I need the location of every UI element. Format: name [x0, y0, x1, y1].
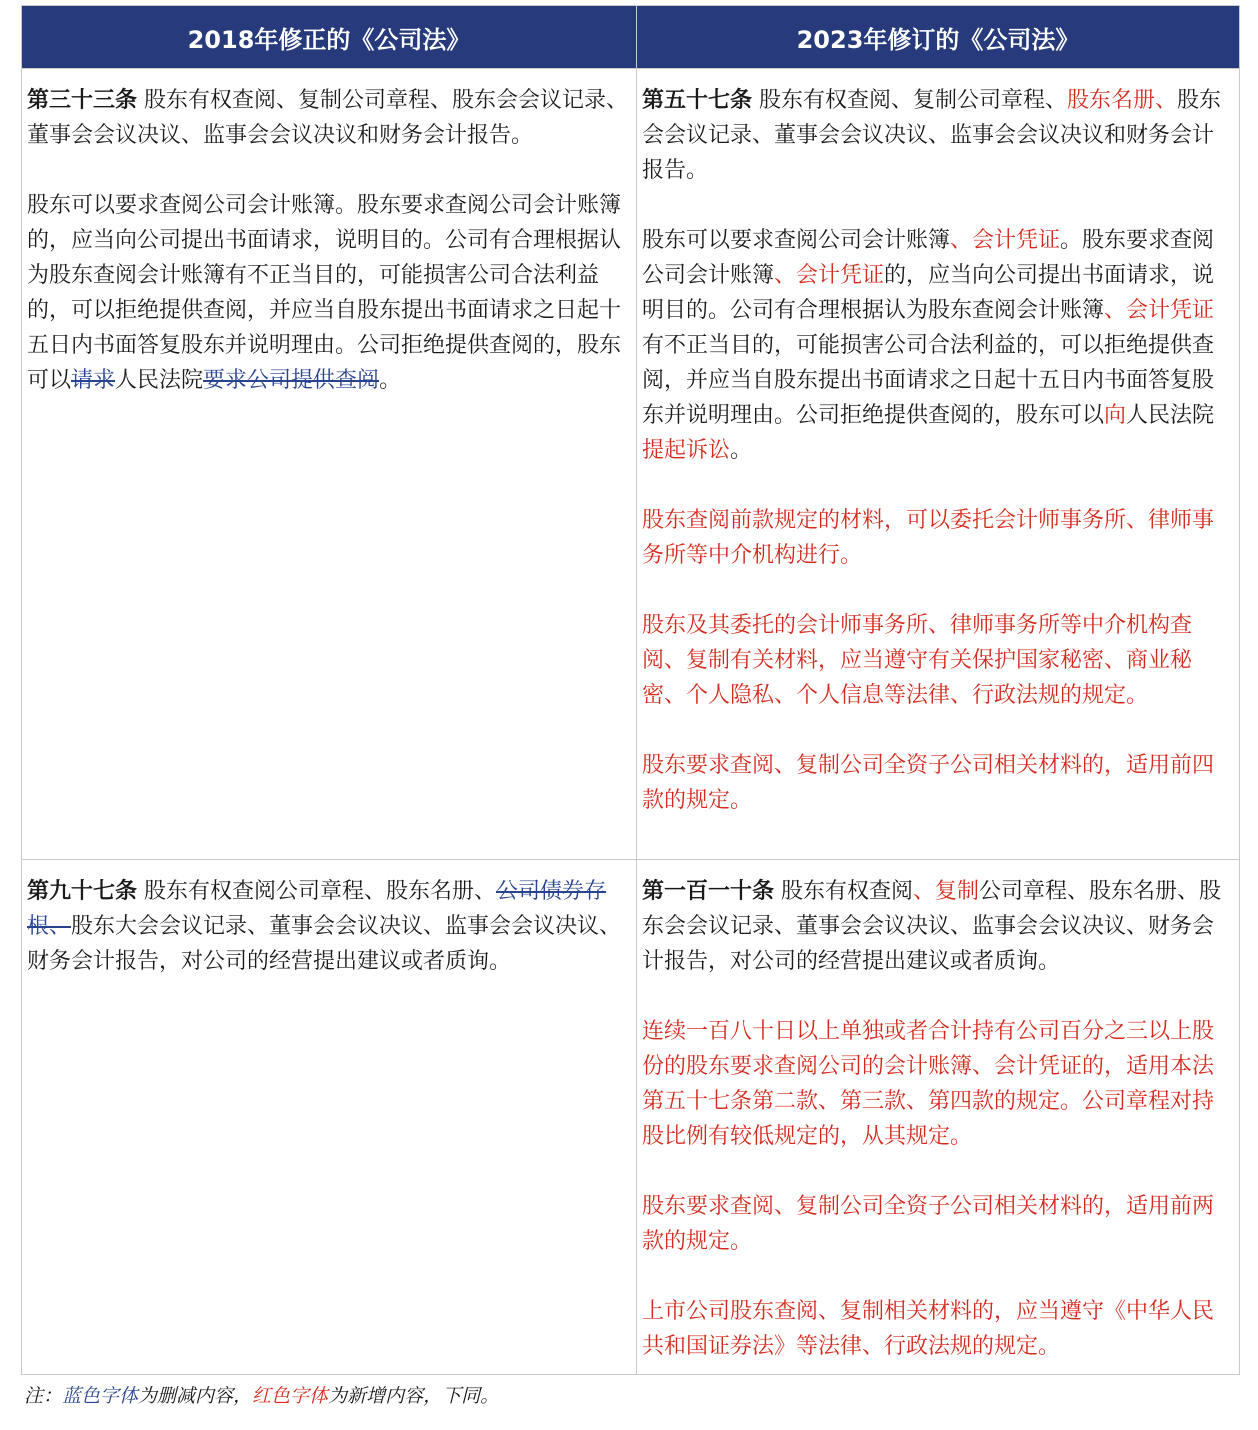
text: 。	[730, 438, 753, 463]
added-paragraph: 连续一百八十日以上单独或者合计持有公司百分之三以上股份的股东要求查阅公司的会计账簿、会计凭证的，适用本法第五十七条第二款、第三款、第四款的规定。公司章程对持股比例有较低规定的，从其规定。	[642, 1019, 1215, 1149]
text: 的，应当向公司提出书面请求，说明目的。公司有合理根据认为股东查阅会计账簿	[642, 263, 1215, 323]
header-2023: 2023年修订的《公司法》	[637, 6, 1240, 69]
text: 股东可以要求查阅公司会计账簿。股东要求查阅公司会计账簿的，应当向公司提出书面请求，说明目的。公司有合理根据认为股东查阅会计账簿有不正当目的，可能损害公司合法利益的，可以拒绝提供查阅，并应当自股东提出书面请求之日起十五日内书面答复股东并说明理由。公司拒绝提供查阅的，股东可以	[27, 193, 622, 393]
text: 股东大会会议记录、董事会会议决议、监事会会议决议、财务会计报告，对公司的经营提出建议或者质询。	[27, 914, 622, 974]
text: 股东可以要求查阅公司会计账簿	[642, 228, 951, 253]
article-number: 第五十七条	[642, 88, 753, 113]
deleted-text: 公司债券存根、	[27, 879, 607, 939]
text: 股东有权查阅、复制公司章程、股东会会议记录、董事会会议决议、监事会会议决议和财务会计报告。	[27, 88, 629, 148]
header-2018: 2018年修正的《公司法》	[22, 6, 637, 69]
added-text: 提起诉讼	[642, 438, 731, 463]
legend-note	[24, 1381, 499, 1408]
cell-2023-article-57	[637, 69, 1240, 860]
article-number: 第一百一十条	[642, 879, 775, 904]
text: 公司章程、股东名册、股东会会议记录、董事会会议决议、监事会会议决议、财务会计报告，对公司的经营提出建议或者质询。	[642, 879, 1222, 974]
table-row	[22, 69, 1240, 860]
text: 股东有权查阅公司章程、股东名册、	[137, 879, 497, 904]
paragraph	[642, 223, 1234, 468]
added-text: 、会计凭证	[1104, 298, 1215, 323]
article-number: 第三十三条	[27, 88, 138, 113]
text: 。股东要求查阅公司会计账簿	[642, 228, 1215, 288]
cell-2018-article-97	[22, 860, 637, 1375]
note-red-label: 红色字体	[252, 1385, 329, 1407]
added-text: 、会计凭证	[950, 228, 1061, 253]
comparison-table	[21, 5, 1240, 1375]
added-text: 向	[1104, 403, 1127, 428]
added-paragraph: 上市公司股东查阅、复制相关材料的，应当遵守《中华人民共和国证券法》等法律、行政法规的规定。	[642, 1299, 1215, 1359]
text: 人民法院	[115, 368, 204, 393]
text: 股东有权查阅、复制公司章程、	[752, 88, 1068, 113]
added-text: 、复制	[913, 879, 980, 904]
deleted-text: 请求	[71, 368, 116, 393]
deleted-text: 要求公司提供查阅	[203, 368, 380, 393]
header-row	[22, 6, 1240, 69]
added-text: 、会计凭证	[774, 263, 885, 288]
added-text: 股东名册、	[1067, 88, 1178, 113]
text: 股东有权查阅	[774, 879, 914, 904]
table-row	[22, 860, 1240, 1375]
cell-2023-article-110	[637, 860, 1240, 1375]
paragraph	[27, 188, 631, 398]
note-blue-label: 蓝色字体	[62, 1385, 139, 1407]
text: 。	[379, 368, 402, 393]
text: 股东会会议记录、董事会会议决议、监事会会议决议和财务会计报告。	[642, 88, 1222, 183]
paragraph	[642, 874, 1234, 979]
note-text: 为新增内容，下同。	[328, 1385, 500, 1407]
added-paragraph: 股东要求查阅、复制公司全资子公司相关材料的，适用前两款的规定。	[642, 1194, 1215, 1254]
note-prefix: 注：	[24, 1385, 63, 1407]
paragraph	[27, 874, 631, 979]
text: 人民法院	[1126, 403, 1215, 428]
added-paragraph: 股东查阅前款规定的材料，可以委托会计师事务所、律师事务所等中介机构进行。	[642, 508, 1215, 568]
article-number: 第九十七条	[27, 879, 138, 904]
added-paragraph: 股东及其委托的会计师事务所、律师事务所等中介机构查阅、复制有关材料，应当遵守有关保护国家秘密、商业秘密、个人隐私、个人信息等法律、行政法规的规定。	[642, 613, 1193, 708]
cell-2018-article-33	[22, 69, 637, 860]
paragraph	[27, 83, 631, 153]
text: 有不正当目的，可能损害公司合法利益的，可以拒绝提供查阅，并应当自股东提出书面请求之日起十五日内书面答复股东并说明理由。公司拒绝提供查阅的，股东可以	[642, 333, 1215, 428]
added-paragraph: 股东要求查阅、复制公司全资子公司相关材料的，适用前四款的规定。	[642, 753, 1215, 813]
note-text: 为删减内容，	[138, 1385, 253, 1407]
paragraph	[642, 83, 1234, 188]
